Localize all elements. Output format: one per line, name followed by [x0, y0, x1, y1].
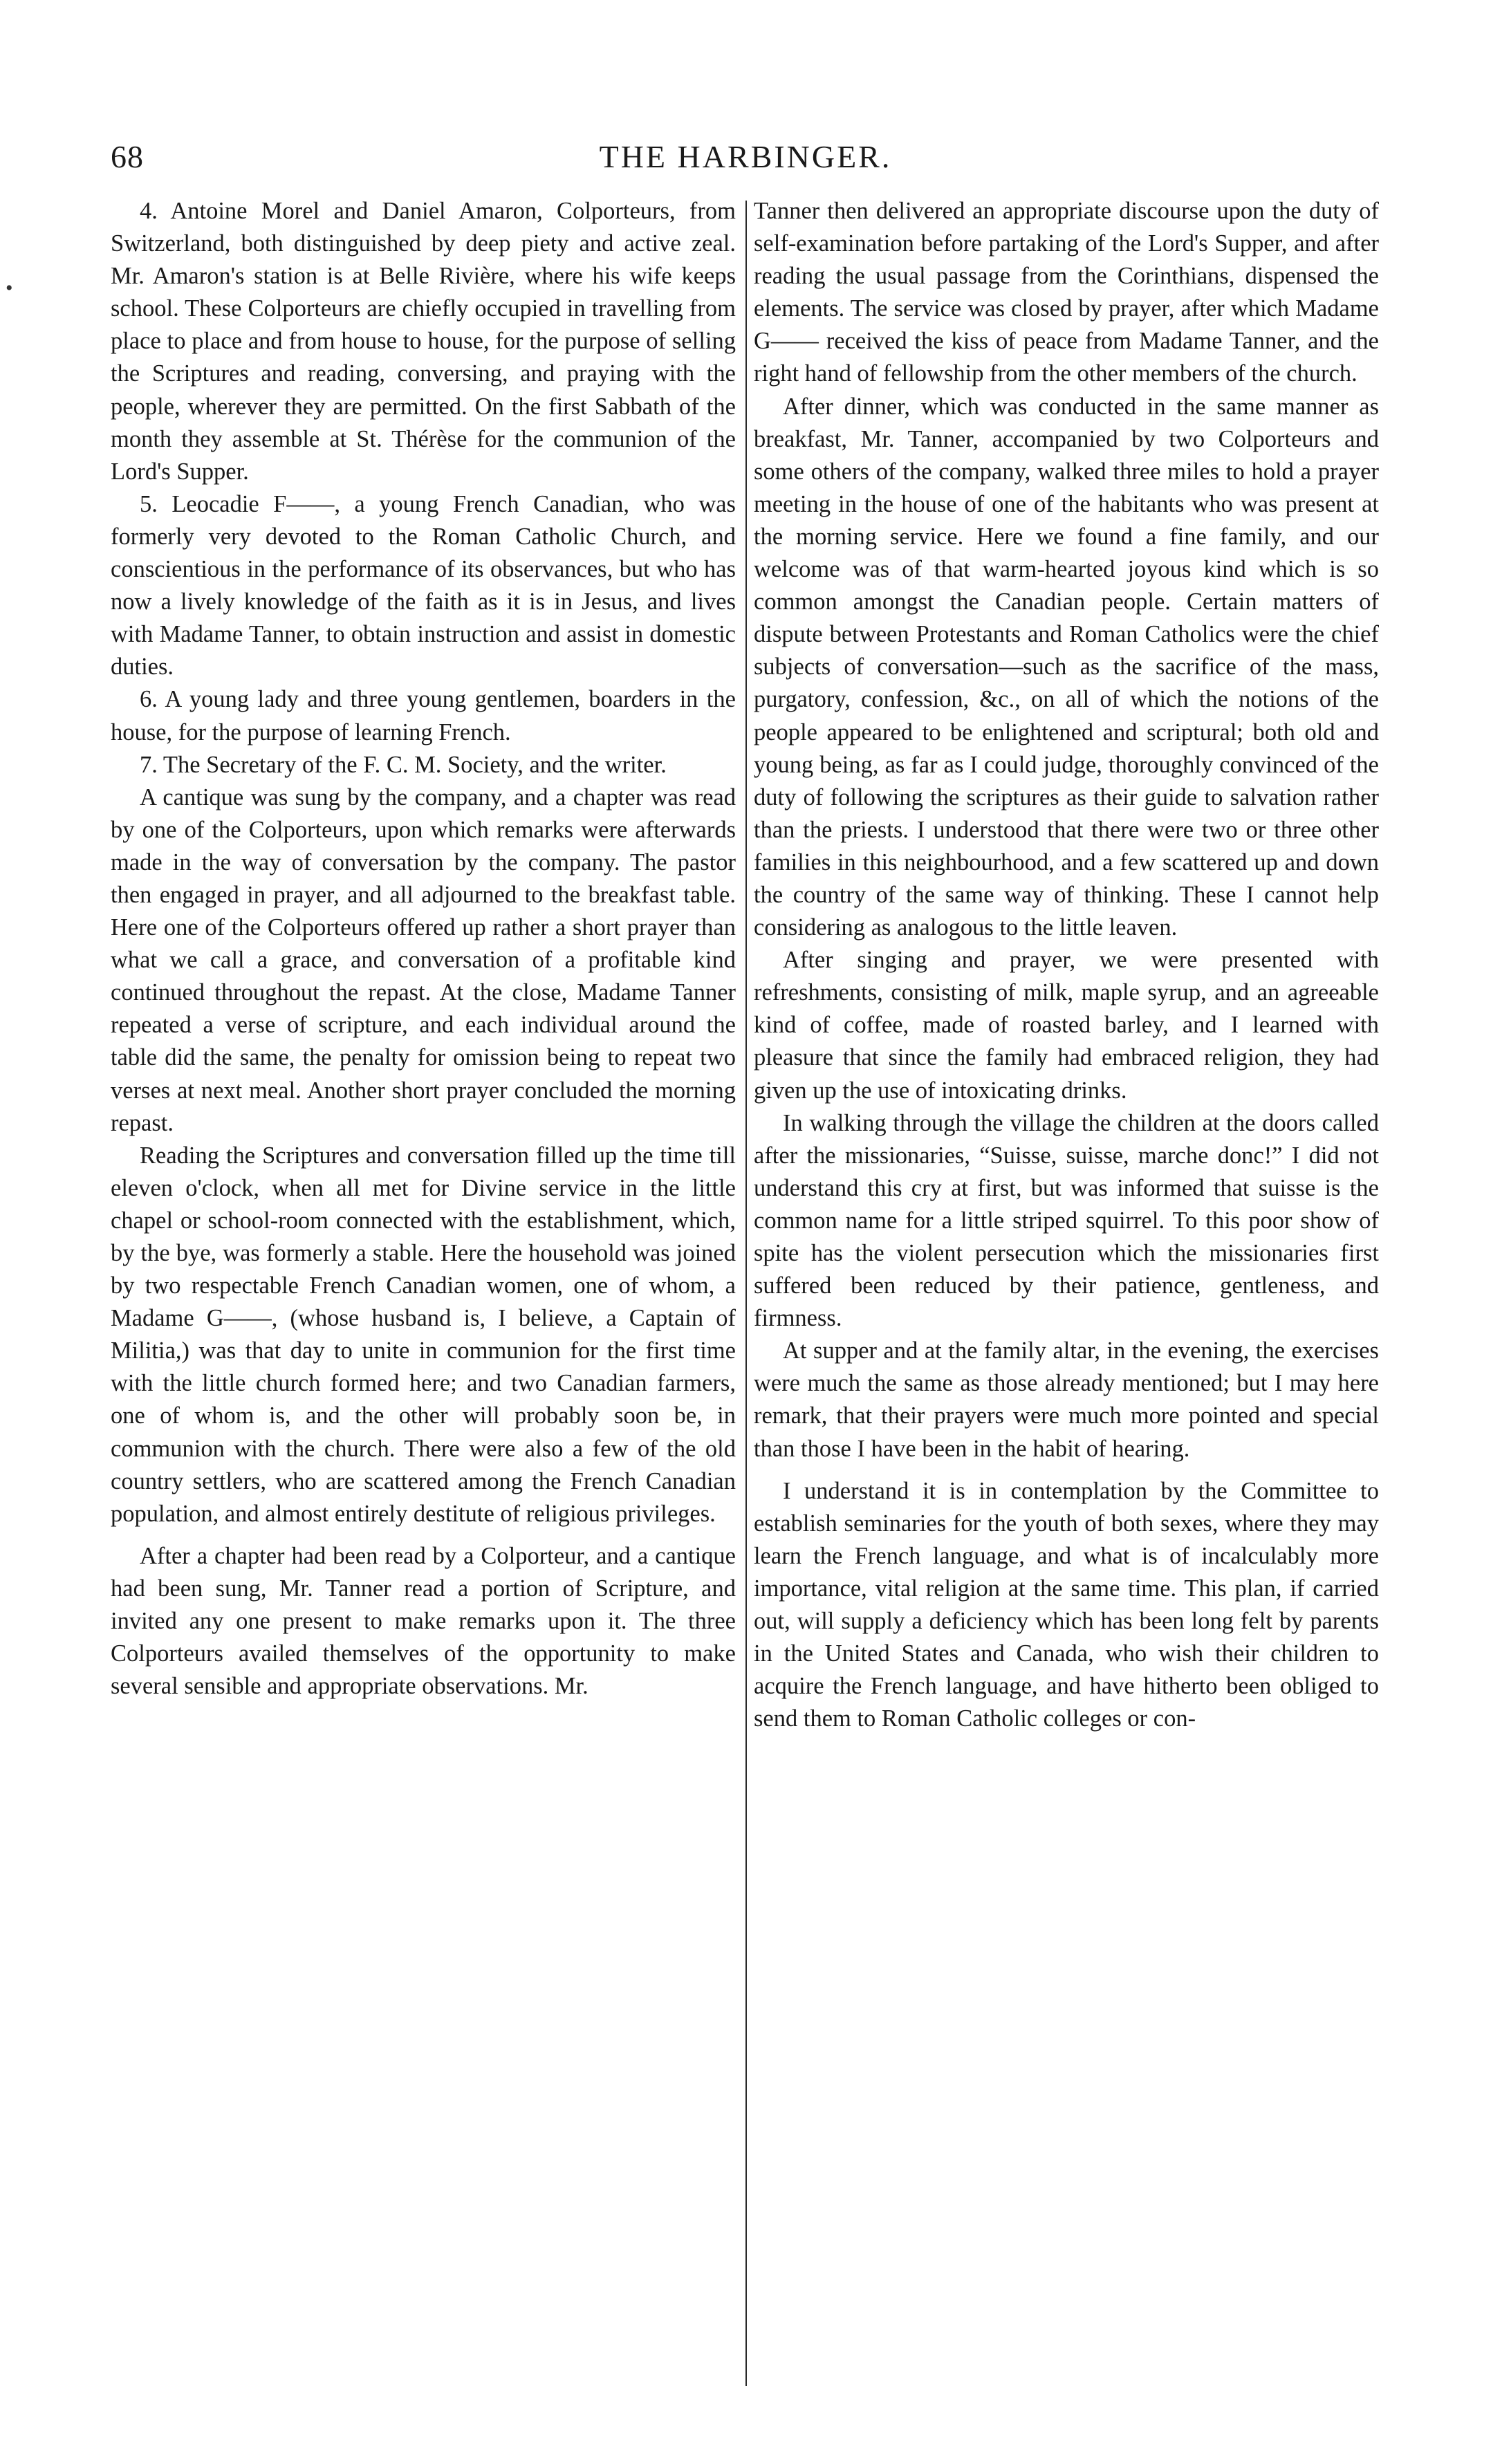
- paragraph: After a chapter had been read by a Colporteur, and a cantique had been sung, Mr. Tanner read a portion of Scripture, and invited any one present to make remarks upon it. The three Colporteurs availed themselves of the opportunity to make several sensible and appropriate observations. Mr.: [111, 1542, 736, 1700]
- paragraph: In walking through the village the children at the doors called after the missionaries, “Suisse, suisse, marche donc!” I did not understand this cry at first, but was informed that suisse is the common name for a little striped squirrel. To this poor show of spite has the violent persecution which the missionaries first suffered been reduced by their patience, gentleness, and firmness.: [754, 1109, 1379, 1332]
- paragraph: A cantique was sung by the company, and a chapter was read by one of the Colporteurs, upon which remarks were afterwards made in the way of conversation by the company. The pastor then engaged in prayer, and all adjourned to the breakfast table. Here one of the Colporteurs offered up rather a short prayer than what we call a grace, and conversation of a profitable kind continued throughout the repast. At the close, Madame Tanner repeated a verse of scripture, and each individual around the table did the same, the penalty for omission being to repeat two verses at next meal. Another short prayer concluded the morning repast.: [111, 784, 736, 1136]
- page-header: [111, 138, 1380, 180]
- paragraph: At supper and at the family altar, in the evening, the exercises were much the same as those already mentioned; but I may here remark, that their prayers were much more pointed and special than those I have been in the habit of hearing.: [754, 1337, 1379, 1462]
- paragraph: 6. A young lady and three young gentlemen, boarders in the house, for the purpose of learning French.: [111, 686, 736, 745]
- paragraph: Reading the Scriptures and conversation filled up the time till eleven o'clock, when all met for Divine service in the little chapel or school-room connected with the establishment, which, by the bye, was formerly a stable. Here the household was joined by two respectable French Canadian women, one of whom, a Madame G——, (whose husband is, I believe, a Captain of Militia,) was that day to unite in communion for the first time with the little church formed here; and two Canadian farmers, one of whom is, and the other will probably soon be, in communion with the church. There were also a few of the old country settlers, who are scattered among the French Canadian population, and almost entirely destitute of religious privileges.: [111, 1142, 736, 1527]
- column-divider: [745, 201, 747, 2386]
- left-column: [111, 195, 736, 1703]
- paragraph: Tanner then delivered an appropriate discourse upon the duty of self-examination before partaking of the Lord's Supper, and after reading the usual passage from the Corinthians, dispensed the elements. The service was closed by prayer, after which Madame G—— received the kiss of peace from Madame Tanner, and the right hand of fellowship from the other members of the church.: [754, 198, 1379, 387]
- paragraph: 7. The Secretary of the F. C. M. Society, and the writer.: [140, 751, 667, 778]
- margin-mark: •: [6, 277, 13, 299]
- running-title: THE HARBINGER.: [599, 139, 892, 174]
- paragraph: 5. Leocadie F——, a young French Canadian, who was formerly very devoted to the Roman Catholic Church, and conscientious in the performance of its observances, but who has now a lively knowledge of the faith as it is in Jesus, and lives with Madame Tanner, to obtain instruction and assist in domestic duties.: [111, 490, 736, 680]
- paragraph: I understand it is in contemplation by the Committee to establish seminaries for the youth of both sexes, where they may learn the French language, and what is of incalculably more importance, vital religion at the same time. This plan, if carried out, will supply a deficiency which has been long felt by parents in the United States and Canada, who wish their children to acquire the French language, and have hitherto been obliged to send them to Roman Catholic colleges or con-: [754, 1477, 1379, 1732]
- page-number: 68: [111, 139, 144, 174]
- paragraph: After dinner, which was conducted in the same manner as breakfast, Mr. Tanner, accompanied by two Colporteurs and some others of the company, walked three miles to hold a prayer meeting in the house of one of the habitants who was present at the morning service. Here we found a fine family, and our welcome was of that warm-hearted joyous kind which is so common amongst the Canadian people. Certain matters of dispute between Protestants and Roman Catholics were the chief subjects of conversation—such as the sacrifice of the mass, purgatory, confession, &c., on all of which the notions of the people appeared to be enlightened and scriptural; both old and young being, as far as I could judge, thoroughly convinced of the duty of following the scriptures as their guide to salvation rather than the priests. I understood that there were two or three other families in this neighbourhood, and a few scattered up and down the country of the same way of thinking. These I cannot help considering as analogous to the little leaven.: [754, 393, 1379, 941]
- right-column: [754, 195, 1379, 1735]
- paragraph: After singing and prayer, we were presented with refreshments, consisting of milk, maple syrup, and an agreeable kind of coffee, made of roasted barley, and I learned with pleasure that since the family had embraced religion, they had given up the use of intoxicating drinks.: [754, 947, 1379, 1104]
- paragraph: 4. Antoine Morel and Daniel Amaron, Colporteurs, from Switzerland, both distinguished by deep piety and active zeal. Mr. Amaron's station is at Belle Rivière, where his wife keeps school. These Colporteurs are chiefly occupied in travelling from place to place and from house to house, for the purpose of selling the Scriptures and reading, conversing, and praying with the people, wherever they are permitted. On the first Sabbath of the month they assemble at St. Thérèse for the communion of the Lord's Supper.: [111, 198, 736, 485]
